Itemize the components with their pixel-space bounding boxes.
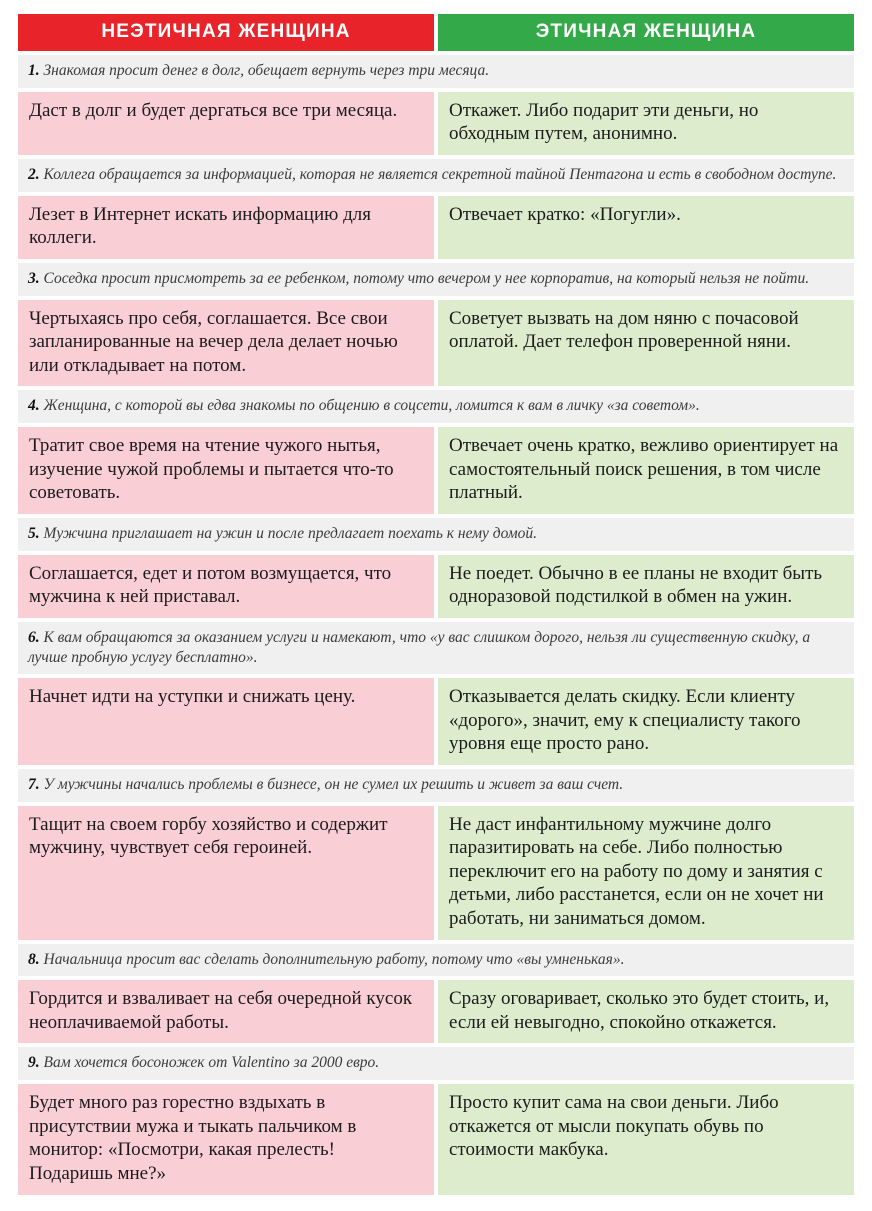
prompt-row [18,622,854,675]
answer-unethical: Даст в долг и будет дергаться все три месяца. [18,92,434,155]
scenario-text: Знакомая просит денег в долг, обещает вернуть через три месяца. [43,62,490,79]
scenario-text: У мужчины начались проблемы в бизнесе, он не сумел их решить и живет за ваш счет. [43,776,624,793]
table-header-row [18,14,854,51]
scenario-number: 7. [28,776,40,793]
answer-ethical: Советует вызвать на дом няню с почасовой оплатой. Дает телефон проверенной няни. [438,300,854,387]
scenario-number: 3. [28,269,40,287]
scenario-prompt [18,55,854,88]
prompt-row [18,1047,854,1080]
answer-unethical: Тратит свое время на чтение чужого нытья, изучение чужой проблемы и пытается что-то советовать. [18,427,434,514]
prompt-row [18,944,854,977]
prompt-row [18,390,854,423]
scenario-number: 4. [28,397,40,415]
table-row [18,980,854,1043]
scenario-text: Мужчина приглашает на ужин и после предлагает поехать к нему домой. [43,524,538,542]
table-row [18,806,854,940]
scenario-number: 5. [28,524,40,542]
answer-ethical: Не поедет. Обычно в ее планы не входит быть одноразовой подстилкой в обмен на ужин. [438,555,854,618]
comparison-table [14,10,858,1199]
scenario-prompt [18,769,854,802]
prompt-row [18,159,854,192]
table-row [18,1084,854,1194]
answer-unethical: Лезет в Интернет искать информацию для коллеги. [18,196,434,259]
scenario-prompt [18,1047,854,1080]
scenario-text: Соседка просит присмотреть за ее ребенком, потому что вечером у нее корпоратив, на который нельзя не пойти. [43,269,810,287]
prompt-row [18,769,854,802]
scenario-number: 1. [28,62,40,79]
table-row [18,196,854,259]
table-row [18,555,854,618]
answer-ethical: Отказывается делать скидку. Если клиенту «дорого», значит, ему к специалисту такого уровня еще просто рано. [438,678,854,765]
scenario-text: Коллега обращается за информацией, которая не является секретной тайной Пентагона и есть в свободном доступе. [43,165,837,183]
header-ethical: ЭТИЧНАЯ ЖЕНЩИНА [438,14,854,51]
scenario-prompt [18,159,854,192]
scenario-prompt [18,390,854,423]
table-row [18,300,854,387]
table-row [18,92,854,155]
answer-ethical: Не даст инфантильному мужчине долго паразитировать на себе. Либо полностью переключит его на работу по дому и занятия с детьми, либо расстанется, если он не хочет ни работать, ни заниматься домом. [438,806,854,940]
header-unethical: НЕЭТИЧНАЯ ЖЕНЩИНА [18,14,434,51]
scenario-text: Женщина, с которой вы едва знакомы по общению в соцсети, ломится к вам в личку «за советом». [43,397,700,415]
prompt-row [18,55,854,88]
answer-unethical: Тащит на своем горбу хозяйство и содержит мужчину, чувствует себя героиней. [18,806,434,940]
scenario-number: 6. [28,628,40,646]
scenario-prompt [18,263,854,296]
answer-unethical: Соглашается, едет и потом возмущается, что мужчина к ней приставал. [18,555,434,618]
answer-ethical: Сразу оговаривает, сколько это будет стоить, и, если ей невыгодно, спокойно откажется. [438,980,854,1043]
answer-ethical: Просто купит сама на свои деньги. Либо откажется от мысли покупать обувь по стоимости макбука. [438,1084,854,1194]
answer-unethical: Начнет идти на уступки и снижать цену. [18,678,434,765]
scenario-prompt [18,944,854,977]
answer-ethical: Отвечает очень кратко, вежливо ориентирует на самостоятельный поиск решения, в том числе платный. [438,427,854,514]
answer-unethical: Чертыхаясь про себя, соглашается. Все свои запланированные на вечер дела делает ночью или откладывает на потом. [18,300,434,387]
answer-ethical: Отвечает кратко: «Погугли». [438,196,854,259]
table-row [18,678,854,765]
scenario-text: Вам хочется босоножек от Valentino за 2000 евро. [43,1054,380,1072]
scenario-text: Начальница просит вас сделать дополнительную работу, потому что «вы умненькая». [43,950,625,968]
answer-unethical: Будет много раз горестно вздыхать в присутствии мужа и тыкать пальчиком в монитор: «Посмотри, какая прелесть! Подаришь мне?» [18,1084,434,1194]
answer-unethical: Гордится и взваливает на себя очередной кусок неоплачиваемой работы. [18,980,434,1043]
scenario-text: К вам обращаются за оказанием услуги и намекают, что «у вас слишком дорого, нельзя ли существенную скидку, а лучше пробную услугу бесплатно». [28,628,811,666]
prompt-row [18,263,854,296]
prompt-row [18,518,854,551]
scenario-prompt [18,622,854,675]
table-row [18,427,854,514]
scenario-number: 2. [28,165,40,183]
answer-ethical: Откажет. Либо подарит эти деньги, но обходным путем, анонимно. [438,92,854,155]
scenario-number: 9. [28,1054,40,1072]
scenario-number: 8. [28,950,40,968]
scenario-prompt [18,518,854,551]
